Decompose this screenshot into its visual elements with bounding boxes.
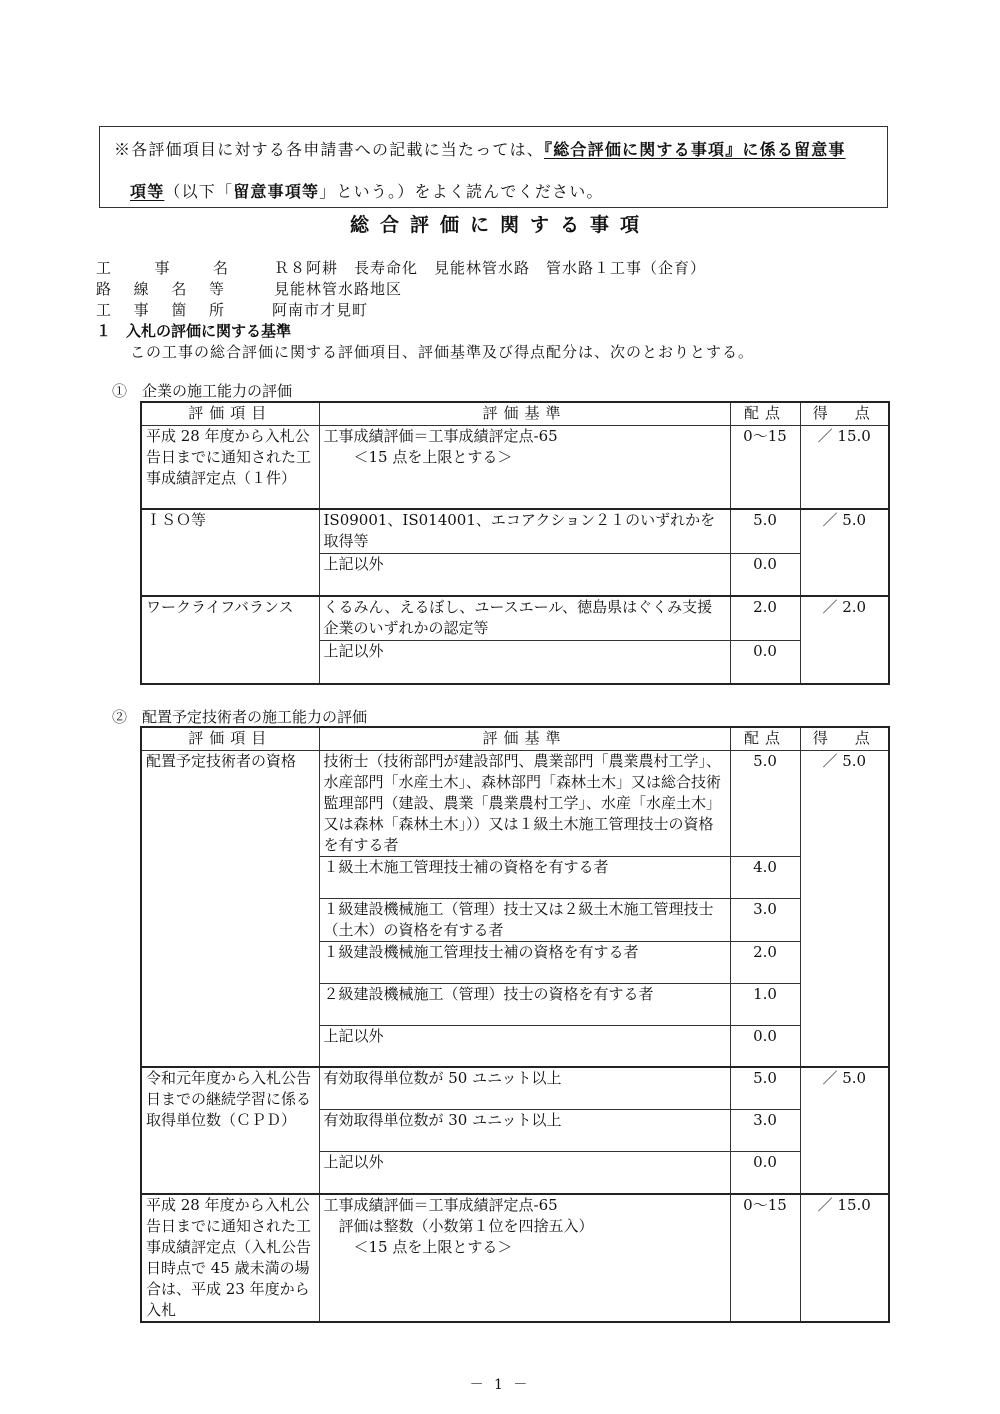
notice-text: ※各評価項目に対する各申請書への記載に当たっては、 — [114, 140, 545, 159]
table-row — [141, 1194, 889, 1322]
work-name-value: Ｒ８阿耕 長寿命化 見能林管水路 管水路１工事（企育） — [274, 259, 707, 277]
table-row — [141, 509, 889, 553]
table-row — [141, 425, 889, 509]
points-cell: 0.0 — [730, 553, 800, 596]
page-number: － 1 － — [469, 1377, 531, 1393]
notice-reference-link: 『総合評価に関する事項』に係る留意事 — [544, 140, 846, 159]
points-cell: 5.0 — [730, 750, 800, 856]
table-row — [141, 750, 889, 856]
criteria-cell: 工事成績評価＝工事成績評定点-65 評価は整数（小数第１位を四捨五入） ＜15 点を上限とする＞ — [319, 1194, 730, 1322]
label-char: 事 — [133, 301, 149, 319]
item-cell: ＩＳＯ等 — [141, 509, 319, 596]
points-cell: 5.0 — [730, 509, 800, 553]
header-item: 評価項目 — [141, 727, 319, 750]
notice-text: （以下「 — [164, 182, 234, 201]
label-char: 箇 — [171, 301, 187, 319]
criteria-cell: 上記以外 — [319, 640, 730, 684]
notice-box — [99, 126, 888, 208]
points-cell: 2.0 — [730, 596, 800, 640]
site-value: 阿南市才見町 — [272, 301, 369, 319]
notice-bold-term: 留意事項等 — [233, 182, 320, 201]
label-char: 名 — [171, 280, 187, 298]
points-cell: 0.0 — [730, 640, 800, 684]
route-value: 見能林管水路地区 — [274, 280, 403, 298]
points-cell: 5.0 — [730, 1067, 800, 1109]
header-points: 配点 — [730, 402, 800, 425]
label-char: 線 — [133, 280, 149, 298]
criteria-cell: １級土木施工管理技士補の資格を有する者 — [319, 856, 730, 898]
item-cell: 令和元年度から入札公告日までの継続学習に係る取得単位数（ＣＰＤ） — [141, 1067, 319, 1194]
header-item: 評価項目 — [141, 402, 319, 425]
table-header-row — [141, 727, 889, 750]
points-cell: 0.0 — [730, 1151, 800, 1194]
item-cell: 平成 28 年度から入札公告日までに通知された工事成績評定点（入札公告日時点で 45 歳未満の場合は、平成 23 年度から入札 — [141, 1194, 319, 1322]
section-1-intro: この工事の総合評価に関する評価項目、評価基準及び得点配分は、次のとおりとする。 — [130, 343, 755, 361]
points-cell: 3.0 — [730, 1109, 800, 1151]
notice-text: 」という。）をよく読んでください。 — [319, 182, 604, 201]
header-score: 得 点 — [800, 727, 889, 750]
criteria-cell: １級建設機械施工管理技士補の資格を有する者 — [319, 941, 730, 983]
score-cell: ／ 5.0 — [800, 1067, 889, 1194]
header-criteria: 評価基準 — [319, 727, 730, 750]
label-char: 事 — [154, 259, 170, 277]
item-cell: ワークライフバランス — [141, 596, 319, 684]
label-char: 路 — [96, 280, 112, 298]
notice-line-2 — [130, 179, 604, 202]
points-cell: 4.0 — [730, 856, 800, 898]
section-1-heading: １ 入札の評価に関する基準 — [96, 322, 292, 340]
criteria-cell: 有効取得単位数が 30 ユニット以上 — [319, 1109, 730, 1151]
score-cell: ／ 15.0 — [800, 1194, 889, 1322]
criteria-cell: 上記以外 — [319, 1025, 730, 1067]
points-cell: 1.0 — [730, 983, 800, 1025]
document-title: 総合評価に関する事項 — [349, 214, 650, 236]
criteria-cell: 工事成績評価＝工事成績評定点-65 ＜15 点を上限とする＞ — [319, 425, 730, 509]
table-1-caption: ① 企業の施工能力の評価 — [112, 382, 293, 400]
header-score: 得 点 — [800, 402, 889, 425]
points-cell: 2.0 — [730, 941, 800, 983]
points-cell: 3.0 — [730, 898, 800, 941]
criteria-cell: １級建設機械施工（管理）技士又は２級土木施工管理技士（土木）の資格を有する者 — [319, 898, 730, 941]
route-label — [96, 278, 224, 299]
label-char: 工 — [96, 259, 112, 277]
item-cell: 配置予定技術者の資格 — [141, 750, 319, 1067]
company-evaluation-table — [140, 401, 890, 685]
table-2-caption: ② 配置予定技術者の施工能力の評価 — [112, 708, 368, 726]
points-cell: 0.0 — [730, 1025, 800, 1067]
label-char: 名 — [212, 259, 228, 277]
item-cell: 平成 28 年度から入札公告日までに通知された工事成績評定点（１件） — [141, 425, 319, 509]
header-criteria: 評価基準 — [319, 402, 730, 425]
score-cell: ／ 5.0 — [800, 750, 889, 1067]
score-cell: ／ 2.0 — [800, 596, 889, 684]
work-name-label — [96, 257, 228, 278]
table-row — [141, 596, 889, 640]
criteria-cell: ２級建設機械施工（管理）技士の資格を有する者 — [319, 983, 730, 1025]
notice-line-1 — [114, 137, 846, 160]
score-cell: ／ 5.0 — [800, 509, 889, 596]
criteria-cell: 上記以外 — [319, 553, 730, 596]
engineer-evaluation-table — [140, 726, 890, 1323]
table-row — [141, 1067, 889, 1109]
criteria-cell: 技術士（技術部門が建設部門、農業部門「農業農村工学」、水産部門「水産土木」、森林部門「森林土木」又は総合技術監理部門（建設、農業「農業農村工学」、水産「水産土木」又は森林「森林土木」））又は１級土木施工管理技士の資格を有する者 — [319, 750, 730, 856]
site-label — [96, 299, 224, 320]
notice-reference-link-cont: 項等 — [130, 182, 165, 201]
points-cell: 0～15 — [730, 1194, 800, 1322]
header-points: 配点 — [730, 727, 800, 750]
points-cell: 0～15 — [730, 425, 800, 509]
criteria-cell: 上記以外 — [319, 1151, 730, 1194]
score-cell: ／ 15.0 — [800, 425, 889, 509]
criteria-cell: くるみん、えるぼし、ユースエール、徳島県はぐくみ支援企業のいずれかの認定等 — [319, 596, 730, 640]
criteria-cell: IS09001、IS014001、エコアクション２１のいずれかを取得等 — [319, 509, 730, 553]
label-char: 等 — [208, 280, 224, 298]
table-header-row — [141, 402, 889, 425]
criteria-cell: 有効取得単位数が 50 ユニット以上 — [319, 1067, 730, 1109]
label-char: 工 — [96, 301, 112, 319]
label-char: 所 — [208, 301, 224, 319]
